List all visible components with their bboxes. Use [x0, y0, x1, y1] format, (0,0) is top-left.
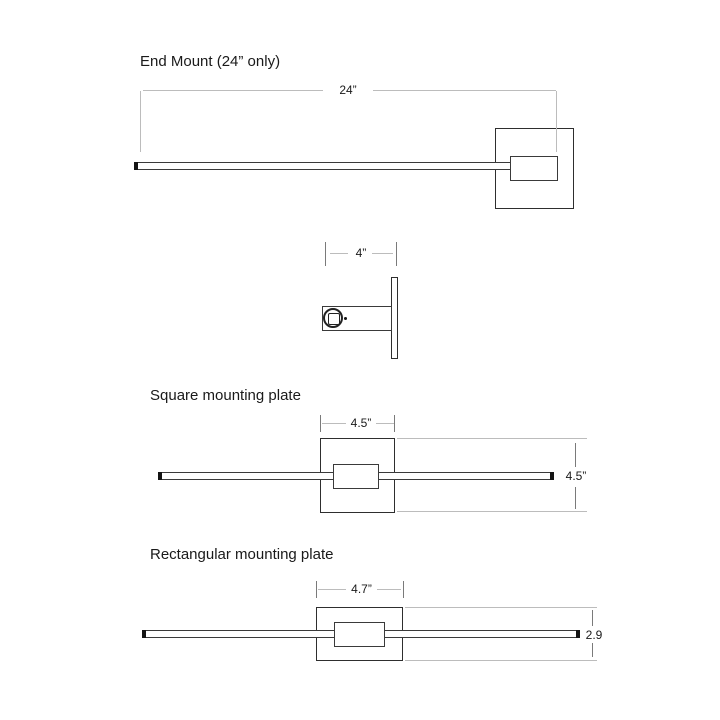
dim-label-29-height: 2.9 — [581, 628, 607, 642]
dim-line-47-right — [377, 589, 401, 590]
dim-line-29-upper — [592, 610, 593, 626]
end-mount-title: End Mount (24” only) — [140, 53, 281, 70]
rect-plate-center-block — [334, 622, 385, 647]
dim-tick-right — [403, 581, 404, 598]
dim-label-47-width: 4.7” — [346, 582, 377, 596]
light-bar-end-cap-left — [142, 630, 146, 638]
dim-line-47-left — [318, 589, 346, 590]
dim-label-45-width: 4.5” — [346, 416, 376, 430]
dim-line-29-lower — [592, 643, 593, 657]
square-plate-title: Square mounting plate — [150, 387, 301, 404]
extension-line-top-right — [405, 607, 597, 608]
rect-plate-title: Rectangular mounting plate — [150, 546, 334, 563]
dim-label-45-height: 4.5” — [561, 469, 591, 483]
dim-label-4: 4” — [348, 246, 374, 260]
extension-line-bottom-right — [405, 660, 597, 661]
light-bar-end-cap-right — [576, 630, 580, 638]
dim-tick-left — [316, 581, 317, 598]
dim-label-24: 24” — [323, 83, 373, 97]
